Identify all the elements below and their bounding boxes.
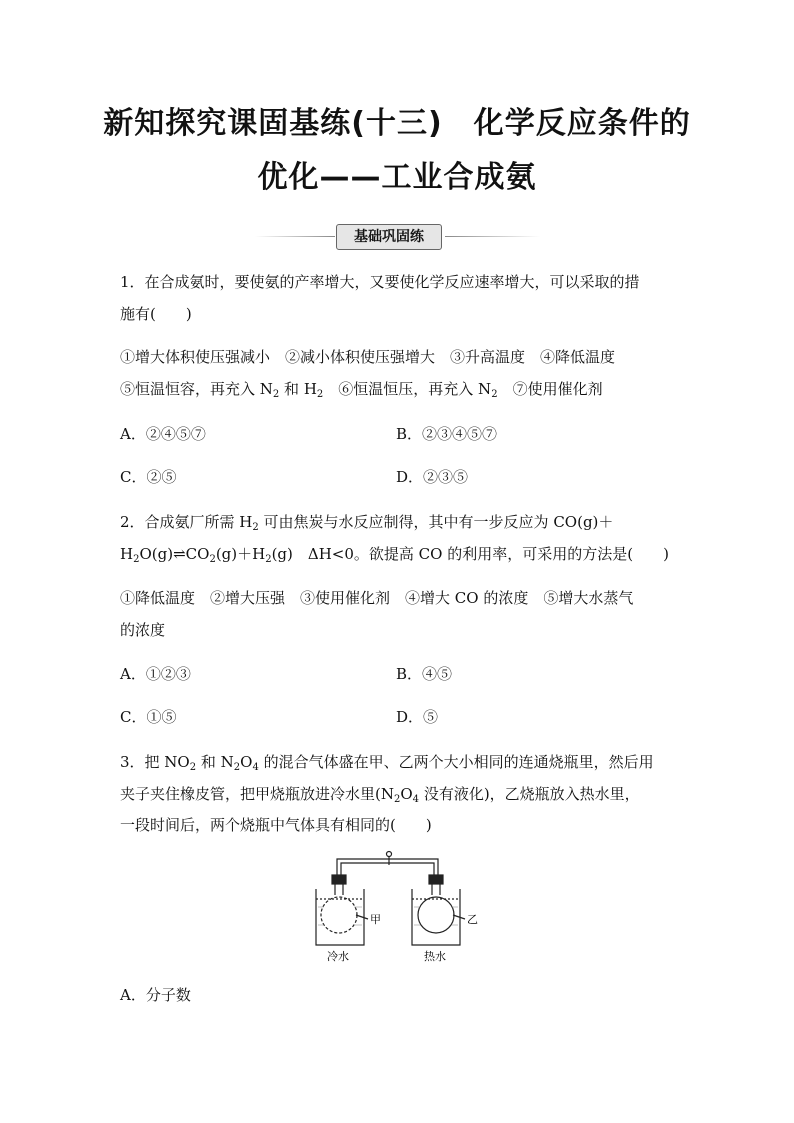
subscript: 2: [393, 794, 401, 805]
section-header: [0, 222, 794, 252]
section-divider-left: [255, 236, 335, 237]
connecting-tube: [337, 859, 438, 875]
q2-stem-text: H: [120, 545, 134, 563]
label-left-flask: 甲: [370, 913, 381, 926]
page-title-line-1: 新知探究课固基练(十三) 化学反应条件的: [103, 106, 691, 141]
right-stopper: [429, 875, 443, 884]
left-leader-line: [356, 915, 368, 919]
right-flask: [418, 897, 454, 933]
q1-option-a[interactable]: A．②④⑤⑦: [120, 425, 206, 443]
flask-apparatus-diagram: [310, 845, 490, 965]
left-stopper: [332, 875, 346, 884]
q3-option-a[interactable]: A．分子数: [120, 986, 191, 1004]
q1-option-b[interactable]: B．②③④⑤⑦: [396, 425, 498, 443]
page-title-line-2: 优化——工业合成氨: [257, 160, 537, 195]
q3-stem-text: O: [240, 753, 253, 771]
q2-stem-line-2: [120, 544, 669, 564]
q1-cond-text: 和 H: [279, 380, 317, 398]
label-hot-water: 热水: [424, 950, 446, 963]
subscript: 2: [316, 389, 324, 400]
section-divider-right: [445, 236, 540, 237]
q2-option-b[interactable]: B．④⑤: [396, 665, 453, 683]
q2-option-d[interactable]: D．⑤: [396, 708, 439, 726]
q3-stem-line-1: [120, 752, 654, 772]
q2-stem-text: O(g): [139, 545, 174, 563]
q3-stem-text: O: [400, 785, 413, 803]
label-right-flask: 乙: [467, 913, 478, 926]
connecting-tube-inner: [341, 863, 434, 875]
equilibrium-arrow-icon: ⇌: [173, 545, 186, 563]
q3-stem-text: 的混合气体盛在甲、乙两个大小相同的连通烧瓶里，然后用: [258, 753, 654, 771]
q2-option-c[interactable]: C．①⑤: [120, 708, 177, 726]
subscript: 2: [272, 389, 280, 400]
q1-stem-line-1: 1．在合成氨时，要使氨的产率增大，又要使化学反应速率增大，可以采取的措: [120, 273, 640, 291]
q1-conditions-line-2: [120, 379, 603, 399]
subscript: 4: [252, 762, 259, 773]
subscript: 2: [133, 554, 140, 565]
q2-conditions-line-2: 的浓度: [120, 621, 166, 639]
q3-stem-text: 夹子夹住橡皮管，把甲烧瓶放进冷水里(N: [120, 785, 394, 803]
q3-stem-line-2: [120, 784, 640, 804]
q1-option-c[interactable]: C．②⑤: [120, 468, 177, 486]
subscript: 4: [412, 794, 420, 805]
q2-stem-text: 2．合成氨厂所需 H: [120, 513, 253, 531]
subscript: 2: [209, 554, 216, 565]
label-cold-water: 冷水: [327, 950, 349, 963]
q1-cond-text: ⑦使用催化剂: [497, 380, 603, 398]
q2-option-a[interactable]: A．①②③: [120, 665, 191, 683]
q1-cond-text: ⑥恒温恒压，再充入 N: [323, 380, 492, 398]
subscript: 2: [189, 762, 197, 773]
q2-conditions-line-1: ①降低温度 ②增大压强 ③使用催化剂 ④增大 CO 的浓度 ⑤增大水蒸气: [120, 589, 634, 607]
q1-option-d[interactable]: D．②③⑤: [396, 468, 469, 486]
subscript: 2: [252, 522, 259, 533]
q3-stem-text: 3．把 NO: [120, 753, 190, 771]
subscript: 2: [265, 554, 272, 565]
subscript: 2: [491, 389, 498, 400]
subscript: 2: [233, 762, 241, 773]
q1-stem-line-2: 施有( ): [120, 305, 192, 323]
q2-stem-text: (g) ΔH<0。欲提高 CO 的利用率，可采用的方法是( ): [271, 545, 669, 563]
left-flask: [321, 897, 357, 933]
q3-stem-text: 和 N: [196, 753, 234, 771]
q1-cond-text: ⑤恒温恒容，再充入 N: [120, 380, 273, 398]
water-hatch: [318, 907, 458, 925]
right-leader-line: [453, 915, 465, 919]
section-badge: 基础巩固练: [336, 224, 442, 250]
q2-stem-text: CO: [185, 545, 210, 563]
q1-conditions-line-1: ①增大体积使压强减小 ②减小体积使压强增大 ③升高温度 ④降低温度: [120, 348, 616, 366]
q2-stem-text: 可由焦炭与水反应制得，其中有一步反应为 CO(g)＋: [258, 513, 614, 531]
q2-stem-line-1: [120, 512, 613, 532]
q2-stem-text: (g)＋H: [215, 545, 266, 563]
q3-stem-text: 没有液化)，乙烧瓶放入热水里，: [419, 785, 640, 803]
q3-stem-line-3: 一段时间后，两个烧瓶中气体具有相同的( ): [120, 816, 432, 834]
clip-icon: [387, 852, 392, 857]
